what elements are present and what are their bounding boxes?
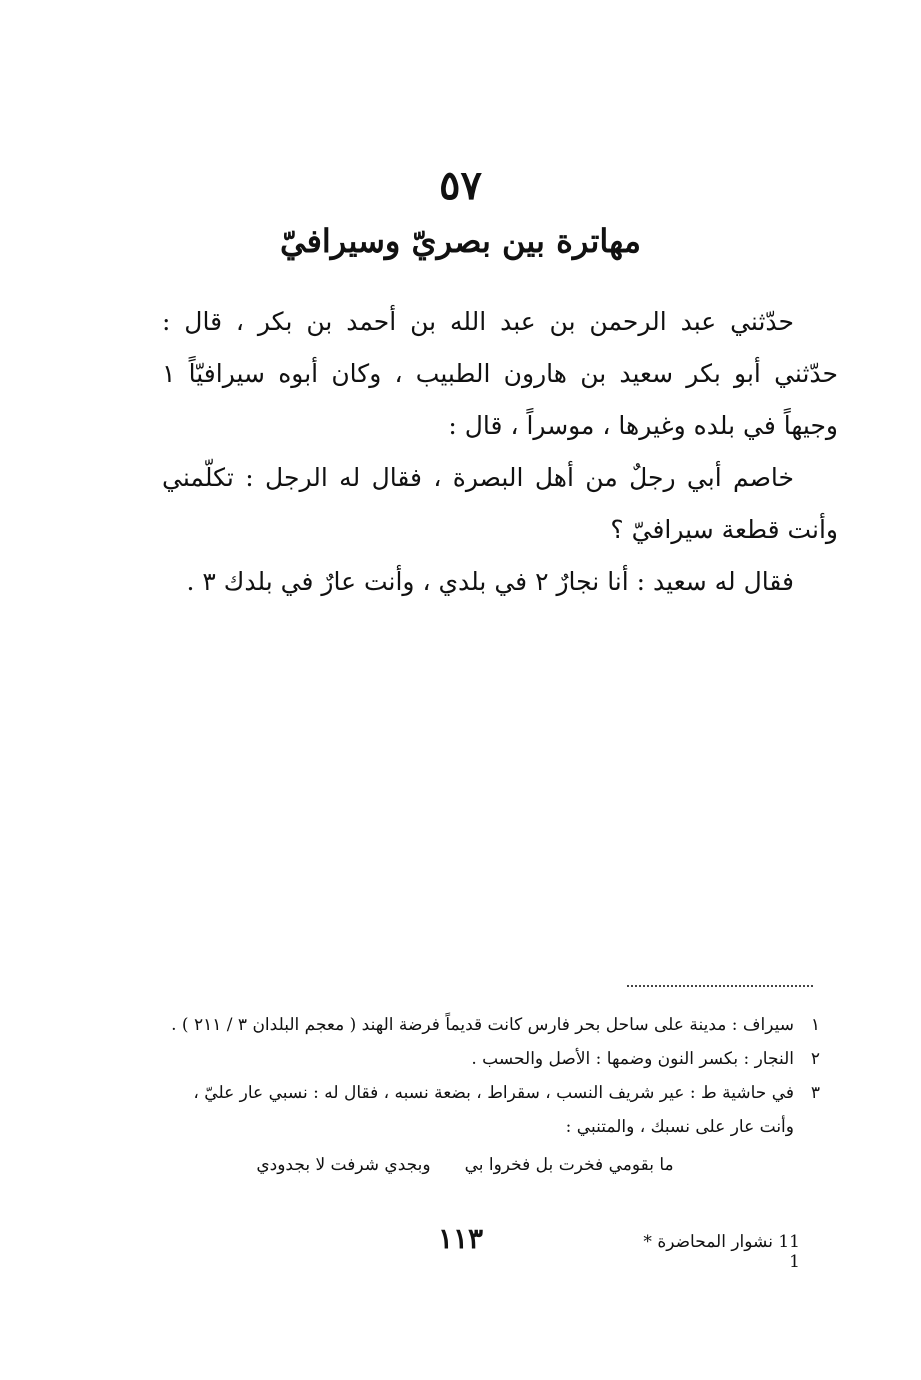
paragraph-1: حدّثني عبد الرحمن بن عبد الله بن أحمد بن بكر ، قال : حدّثني أبو بكر سعيد بن هارون الطبيب ، وكان أبوه سيرافيّاً ١ وجيهاً في بلده وغيرها ، موسراً ، قال : bbox=[162, 307, 838, 440]
page-number: ١١٣ bbox=[437, 1222, 484, 1255]
verse-hemistich-1: ما بقومي فخرت بل فخروا بي bbox=[464, 1155, 674, 1175]
footnote-number: ٣ bbox=[810, 1083, 820, 1103]
footnote-text: النجار : بكسر النون وضمها : الأصل والحسب . bbox=[471, 1049, 794, 1069]
story-number: ٥٧ bbox=[439, 162, 482, 209]
body-text bbox=[162, 296, 838, 608]
story-title: مهاترة بين بصريّ وسيرافيّ bbox=[279, 222, 642, 260]
poetry-verse bbox=[160, 1148, 820, 1182]
paragraph-2: خاصم أبي رجلٌ من أهل البصرة ، فقال له الرجل : تكلّمني وأنت قطعة سيرافيّ ؟ bbox=[162, 463, 838, 544]
verse-hemistich-2: وبجدي شرفت لا بجدودي bbox=[256, 1155, 431, 1175]
footnote-3 bbox=[160, 1076, 820, 1110]
footnote-3-continuation: وأنت عار على نسبك ، والمتنبي : bbox=[565, 1117, 794, 1137]
footnotes bbox=[160, 1008, 820, 1182]
footnote-divider bbox=[627, 985, 813, 987]
printer-signature: 11 نشوار المحاضرة * 1 bbox=[643, 1232, 800, 1272]
footnote-text: سيراف : مدينة على ساحل بحر فارس كانت قديماً فرضة الهند ( معجم البلدان ٣ / ٢١١ ) . bbox=[171, 1015, 794, 1035]
footnote-2 bbox=[160, 1042, 820, 1076]
paragraph-3: فقال له سعيد : أنا نجارٌ ٢ في بلدي ، وأنت عارٌ في بلدك ٣ . bbox=[186, 567, 794, 596]
footnote-number: ١ bbox=[810, 1015, 820, 1035]
footnote-number: ٢ bbox=[810, 1049, 820, 1069]
footnote-text: في حاشية ط : عير شريف النسب ، سقراط ، بضعة نسبه ، فقال له : نسبي عار عليّ ، bbox=[193, 1083, 794, 1103]
footnote-1 bbox=[160, 1008, 820, 1042]
